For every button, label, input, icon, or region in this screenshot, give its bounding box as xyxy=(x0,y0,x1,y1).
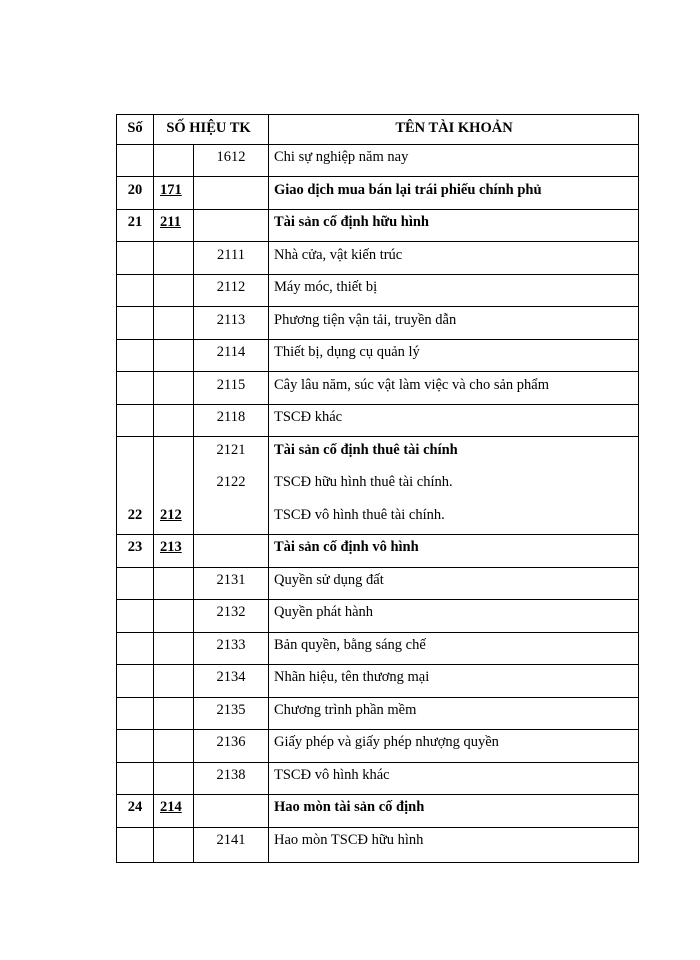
row-divider xyxy=(117,762,638,763)
row-account-code: 213 xyxy=(160,539,182,555)
row-divider xyxy=(117,144,638,145)
row-divider xyxy=(117,794,638,795)
row-account-name: Giao dịch mua bán lại trái phiếu chính phủ xyxy=(274,182,542,198)
row-account-name: Tài sản cố định thuê tài chính xyxy=(274,442,458,458)
row-account-name: Thiết bị, dụng cụ quản lý xyxy=(274,344,420,360)
row-account-name: Nhãn hiệu, tên thương mại xyxy=(274,669,430,685)
row-account-name: Hao mòn tài sản cố định xyxy=(274,799,425,815)
accounts-table xyxy=(116,114,639,863)
row-account-name: Nhà cửa, vật kiến trúc xyxy=(274,247,403,263)
row-so: 22 xyxy=(127,507,143,523)
header-so-hieu-tk: SỐ HIỆU TK xyxy=(166,120,251,136)
row-subaccount-code: 2131 xyxy=(216,572,246,588)
row-subaccount-code: 2138 xyxy=(216,767,246,783)
row-divider xyxy=(117,697,638,698)
row-divider xyxy=(117,404,638,405)
row-account-code: 171 xyxy=(160,182,182,198)
row-divider xyxy=(117,209,638,210)
row-so: 20 xyxy=(127,182,143,198)
row-subaccount-code: 2111 xyxy=(217,247,245,263)
row-divider xyxy=(117,599,638,600)
row-account-name: Chương trình phần mềm xyxy=(274,702,417,718)
row-divider xyxy=(117,729,638,730)
row-so: 21 xyxy=(127,214,143,230)
row-account-name: Tài sản cố định hữu hình xyxy=(274,214,429,230)
row-so: 23 xyxy=(127,539,143,555)
row-divider xyxy=(117,371,638,372)
row-subaccount-code: 2133 xyxy=(216,637,246,653)
header-ten-tai-khoan: TÊN TÀI KHOẢN xyxy=(395,120,513,136)
row-subaccount-code: 2132 xyxy=(216,604,246,620)
row-account-name: TSCĐ vô hình khác xyxy=(274,767,390,783)
header-so: Số xyxy=(127,120,143,136)
row-account-name: Hao mòn TSCĐ hữu hình xyxy=(274,832,424,848)
row-subaccount-code: 2115 xyxy=(216,377,246,393)
row-divider xyxy=(117,274,638,275)
column-divider xyxy=(153,115,154,862)
row-so: 24 xyxy=(127,799,143,815)
row-account-name: Quyền phát hành xyxy=(274,604,374,620)
row-account-name: TSCĐ vô hình thuê tài chính. xyxy=(274,507,445,523)
row-account-name: TSCĐ hữu hình thuê tài chính. xyxy=(274,474,453,490)
row-subaccount-code: 2114 xyxy=(216,344,246,360)
row-account-name: Quyền sử dụng đất xyxy=(274,572,384,588)
row-subaccount-code: 2112 xyxy=(216,279,246,295)
row-subaccount-code: 2134 xyxy=(216,669,246,685)
row-subaccount-code: 2122 xyxy=(216,474,246,490)
row-account-name: Bản quyền, bằng sáng chế xyxy=(274,637,426,653)
row-divider xyxy=(117,534,638,535)
row-subaccount-code: 2135 xyxy=(216,702,246,718)
row-subaccount-code: 2118 xyxy=(216,409,246,425)
row-divider xyxy=(117,306,638,307)
row-subaccount-code: 1612 xyxy=(216,149,246,165)
row-divider xyxy=(117,339,638,340)
row-account-code: 211 xyxy=(160,214,181,230)
row-account-name: Tài sản cố định vô hình xyxy=(274,539,419,555)
row-account-name: Giấy phép và giấy phép nhượng quyền xyxy=(274,734,499,750)
row-subaccount-code: 2121 xyxy=(216,442,246,458)
row-subaccount-code: 2136 xyxy=(216,734,246,750)
row-divider xyxy=(117,632,638,633)
row-account-name: Máy móc, thiết bị xyxy=(274,279,378,295)
row-divider xyxy=(117,176,638,177)
row-subaccount-code: 2113 xyxy=(216,312,246,328)
row-account-code: 212 xyxy=(160,507,182,523)
row-divider xyxy=(117,664,638,665)
row-account-name: Chi sự nghiệp năm nay xyxy=(274,149,409,165)
row-account-name: Cây lâu năm, súc vật làm việc và cho sản phẩm xyxy=(274,377,550,393)
row-account-name: TSCĐ khác xyxy=(274,409,343,425)
row-divider xyxy=(117,436,638,437)
row-divider xyxy=(117,567,638,568)
row-divider xyxy=(117,827,638,828)
row-divider xyxy=(117,241,638,242)
row-subaccount-code: 2141 xyxy=(216,832,246,848)
row-account-name: Phương tiện vận tải, truyền dẫn xyxy=(274,312,457,328)
row-account-code: 214 xyxy=(160,799,182,815)
